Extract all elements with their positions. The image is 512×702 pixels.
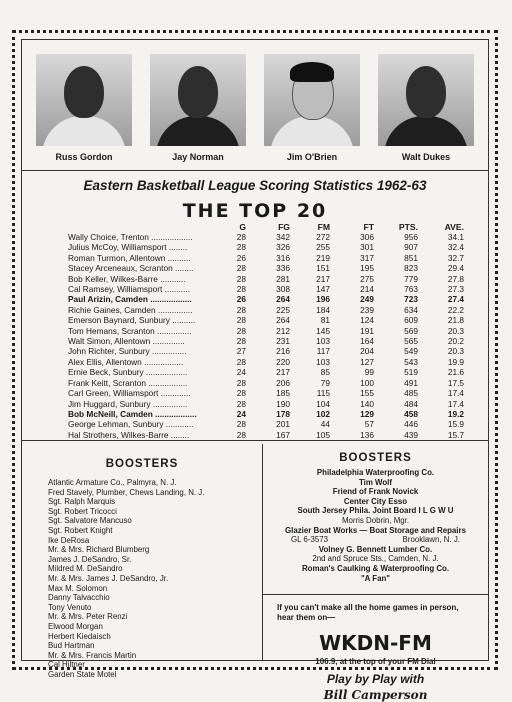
- cell-ave: 21.8: [447, 315, 464, 326]
- cell-fg: 342: [276, 232, 290, 242]
- cell-ft: 195: [360, 263, 374, 274]
- boosters-left: [22, 444, 263, 679]
- cell-name: Carl Green, Williamsport .............: [68, 388, 191, 399]
- list-item: Max M. Solomon: [48, 583, 108, 593]
- cell-pts: 779: [404, 273, 418, 284]
- table-row: [68, 326, 464, 336]
- cell-g: 28: [236, 336, 246, 347]
- table-row: [68, 305, 464, 315]
- cell-ave: 20.2: [447, 336, 464, 347]
- table-row: [68, 284, 464, 294]
- col-ave: AVE.: [444, 222, 464, 232]
- cell-ft: 129: [360, 408, 374, 419]
- cell-g: 24: [236, 408, 246, 419]
- cell-fm: 102: [316, 408, 330, 419]
- cell-pts: 439: [404, 429, 418, 440]
- cell-g: 28: [236, 356, 246, 367]
- radio-text: If you can't make all the home games in person,: [277, 603, 459, 612]
- list-item: Mr. & Mrs. Peter Renzi: [48, 612, 128, 622]
- table-row: [68, 346, 464, 356]
- boosters-sponsors: [263, 468, 488, 583]
- cell-pts: 569: [404, 325, 418, 336]
- cell-ft: 275: [360, 273, 374, 284]
- cell-fm: 103: [316, 336, 330, 347]
- table-row: [68, 357, 464, 367]
- cell-ft: 214: [360, 284, 374, 295]
- table-row: [68, 399, 464, 409]
- table-row: [68, 263, 464, 273]
- cell-pts: 723: [404, 294, 418, 305]
- player-photo: [150, 54, 246, 146]
- table-row: [68, 367, 464, 377]
- cell-fg: 308: [276, 284, 290, 295]
- table-header: [68, 222, 464, 232]
- cell-fm: 117: [316, 346, 330, 357]
- cell-ave: 19.9: [447, 356, 464, 367]
- cell-name: Emerson Baynard, Sunbury ..........: [68, 315, 196, 326]
- cell-ft: 306: [360, 232, 374, 242]
- cell-name: Jim Huggard, Sunbury ...............: [68, 398, 188, 409]
- table-row: [68, 409, 464, 419]
- cell-fg: 336: [276, 263, 290, 274]
- cell-g: 28: [236, 273, 246, 284]
- cell-pts: 485: [404, 388, 418, 399]
- station-name: WKDN-FM: [319, 631, 432, 655]
- cell-fg: 225: [276, 304, 290, 315]
- boosters-heading: BOOSTERS: [339, 452, 412, 464]
- cell-g: 27: [236, 346, 246, 357]
- col-fg: FG: [278, 222, 290, 232]
- cell-fm: 151: [316, 263, 330, 274]
- cell-fm: 147: [316, 284, 330, 295]
- cell-fg: 201: [276, 419, 290, 430]
- cell-ft: 127: [360, 356, 374, 367]
- table-row: [68, 430, 464, 440]
- table-row: [68, 388, 464, 398]
- radio-ad: [263, 594, 488, 702]
- player-photo: [264, 54, 360, 146]
- cell-fm: 115: [316, 388, 330, 399]
- sponsor-line: South Jersey Phila. Joint Board I L G W U: [297, 506, 454, 516]
- cell-g: 28: [236, 377, 246, 388]
- cell-pts: 565: [404, 336, 418, 347]
- list-item: Mildred M. DeSandro: [48, 564, 123, 574]
- table-row: [68, 315, 464, 325]
- cell-g: 28: [236, 398, 246, 409]
- cell-name: Walt Simon, Allentown ..............: [68, 336, 185, 347]
- cell-g: 28: [236, 232, 246, 242]
- cell-fg: 220: [276, 356, 290, 367]
- cell-ave: 19.2: [447, 408, 464, 419]
- divider: [22, 440, 488, 441]
- cell-fg: 326: [276, 242, 290, 253]
- cell-pts: 851: [404, 252, 418, 263]
- cell-ft: 155: [360, 388, 374, 399]
- list-item: Cal Hiltner: [48, 660, 85, 670]
- cell-fm: 81: [320, 315, 330, 326]
- cell-g: 28: [236, 325, 246, 336]
- sponsor-line: Friend of Frank Novick: [332, 487, 419, 497]
- announcer-name: Bill Camperson: [323, 688, 428, 702]
- cell-name: Bob Keller, Wilkes-Barre ...........: [68, 273, 186, 284]
- cell-name: Cal Ramsey, Williamsport ...........: [68, 284, 191, 295]
- cell-fg: 178: [276, 408, 290, 419]
- page-border: [12, 30, 498, 702]
- cell-g: 28: [236, 429, 246, 440]
- cell-ave: 34.1: [447, 232, 464, 242]
- sponsor-line: Philadelphia Waterproofing Co.: [316, 468, 435, 477]
- cell-name: Frank Keitt, Scranton .................: [68, 377, 188, 388]
- cell-pts: 609: [404, 315, 418, 326]
- cell-fm: 196: [316, 294, 330, 305]
- radio-text: hear them on—: [277, 613, 336, 622]
- list-item: Fred Stavely, Plumber, Chews Landing, N. J.: [48, 487, 205, 497]
- photo-caption: Jim O'Brien: [286, 152, 338, 162]
- list-item: Danny Talvacchio: [48, 593, 110, 603]
- cell-g: 28: [236, 388, 246, 399]
- cell-ave: 17.4: [447, 388, 464, 399]
- cell-name: Stacey Arceneaux, Scranton ........: [68, 263, 194, 274]
- photo-caption: Jay Norman: [172, 152, 224, 162]
- divider: [22, 170, 488, 171]
- col-fm: FM: [317, 222, 330, 232]
- cell-pts: 956: [404, 232, 418, 242]
- cell-name: Richie Gaines, Camden ...............: [68, 304, 193, 315]
- cell-g: 28: [236, 315, 246, 326]
- cell-g: 28: [236, 304, 246, 315]
- cell-fg: 264: [276, 315, 290, 326]
- list-item: Herbert Kiedaisch: [48, 631, 111, 641]
- list-item: Mr. & Mrs. Francis Martin: [48, 650, 137, 660]
- cell-ft: 136: [360, 429, 374, 440]
- sponsor-line: [263, 535, 488, 545]
- list-item: Mr. & Mrs. Richard Blumberg: [48, 545, 150, 555]
- list-item: Sgt. Salvatore Mancuso: [48, 516, 132, 526]
- cell-fm: 255: [316, 242, 330, 253]
- cell-ft: 57: [364, 419, 374, 430]
- cell-fm: 79: [320, 377, 330, 388]
- cell-fm: 184: [316, 304, 330, 315]
- cell-ave: 22.2: [447, 304, 464, 315]
- cell-ave: 32.4: [447, 242, 464, 253]
- table-row: [68, 336, 464, 346]
- cell-name: Alex Ellis, Allentown .................: [68, 356, 184, 367]
- cell-fm: 272: [316, 232, 330, 242]
- sponsor-line: Volney G. Bennett Lumber Co.: [318, 544, 433, 554]
- content-frame: [21, 39, 489, 702]
- cell-ave: 32.7: [447, 252, 464, 263]
- cell-ft: 239: [360, 304, 374, 315]
- cell-g: 26: [236, 252, 246, 263]
- list-item: Garden State Motel: [48, 669, 117, 679]
- cell-ft: 249: [360, 294, 374, 305]
- cell-ave: 27.3: [447, 284, 464, 295]
- boosters-heading: BOOSTERS: [105, 458, 179, 470]
- cell-fm: 105: [316, 429, 330, 440]
- cell-ave: 29.4: [447, 263, 464, 274]
- cell-fg: 167: [276, 429, 290, 440]
- sponsor-phone: GL 6-3573: [291, 535, 328, 545]
- cell-pts: 543: [404, 356, 418, 367]
- cell-fg: 185: [276, 388, 290, 399]
- cell-pts: 484: [404, 398, 418, 409]
- list-item: Atlantic Armature Co., Palmyra, N. J.: [48, 478, 177, 487]
- cell-name: Ernie Beck, Sunbury ..................: [68, 367, 188, 378]
- sponsor-line: Center City Esso: [343, 496, 408, 506]
- cell-ave: 17.5: [447, 377, 464, 388]
- table-row: [68, 419, 464, 429]
- cell-g: 28: [236, 242, 246, 253]
- cell-g: 28: [236, 419, 246, 430]
- cell-name: Paul Arizin, Camden ..................: [68, 294, 192, 305]
- scoring-table: [68, 222, 464, 440]
- cell-fg: 231: [276, 336, 290, 347]
- cell-pts: 446: [404, 419, 418, 430]
- boosters-section: [22, 444, 488, 702]
- table-row: [68, 274, 464, 284]
- photo-russ-gordon: [36, 54, 132, 166]
- cell-ft: 301: [360, 242, 374, 253]
- cell-fg: 264: [276, 294, 290, 305]
- page-title: Eastern Basketball League Scoring Statistics 1962-63: [83, 178, 427, 193]
- cell-name: Roman Turmon, Allentown ..........: [68, 252, 191, 263]
- cell-ft: 317: [360, 252, 374, 263]
- cell-pts: 458: [404, 408, 418, 419]
- cell-name: Julius McCoy, Williamsport ........: [68, 242, 188, 253]
- cell-fg: 217: [276, 367, 290, 378]
- section-title: THE TOP 20: [182, 200, 328, 222]
- list-item: Tony Venuto: [48, 602, 92, 612]
- photo-caption: Russ Gordon: [55, 152, 113, 162]
- boosters-list: [48, 478, 262, 679]
- play-by-play: Play by Play with: [326, 672, 425, 686]
- player-photos: [36, 54, 474, 166]
- cell-g: 26: [236, 294, 246, 305]
- cell-ft: 124: [360, 315, 374, 326]
- cell-fg: 281: [276, 273, 290, 284]
- list-item: Sgt. Robert Knight: [48, 525, 113, 535]
- cell-pts: 634: [404, 304, 418, 315]
- cell-fm: 217: [316, 273, 330, 284]
- sponsor-line: Tim Wolf: [358, 477, 393, 487]
- sponsor-line: 2nd and Spruce Sts., Camden, N. J.: [312, 554, 439, 564]
- sponsor-line: "A Fan": [360, 573, 391, 583]
- cell-ave: 27.4: [447, 294, 464, 305]
- list-item: Elwood Morgan: [48, 621, 103, 631]
- list-item: James J. DeSandro, Sr.: [48, 554, 132, 564]
- sponsor-line: Glazier Boat Works — Boat Storage and Repairs: [285, 525, 466, 535]
- cell-ave: 15.9: [447, 419, 464, 430]
- cell-fg: 316: [276, 252, 290, 263]
- list-item: Sgt. Ralph Marquis: [48, 497, 116, 507]
- cell-name: Hal Strothers, Wilkes-Barre ........: [68, 429, 190, 440]
- cell-name: George Lehman, Sunbury ............: [68, 419, 194, 430]
- photo-caption: Walt Dukes: [401, 152, 451, 162]
- list-item: Sgt. Robert Tricocci: [48, 506, 117, 516]
- cell-pts: 823: [404, 263, 418, 274]
- cell-ft: 100: [360, 377, 374, 388]
- sponsor-line: Roman's Caulking & Waterproofing Co.: [301, 563, 450, 573]
- cell-g: 24: [236, 367, 246, 378]
- cell-pts: 519: [404, 367, 418, 378]
- list-item: Bud Hartman: [48, 641, 95, 651]
- cell-fm: 44: [320, 419, 330, 430]
- cell-fm: 145: [316, 325, 330, 336]
- cell-ft: 204: [360, 346, 374, 357]
- list-item: Ike DeRosa: [48, 535, 90, 545]
- cell-name: Wally Choice, Trenton ..................: [68, 232, 193, 242]
- cell-ft: 99: [364, 367, 374, 378]
- col-g: G: [239, 222, 246, 232]
- table-row: [68, 253, 464, 263]
- station-frequency: 106.9, at the top of your FM Dial: [315, 657, 436, 666]
- cell-name: John Richter, Sunbury ...............: [68, 346, 187, 357]
- cell-pts: 549: [404, 346, 418, 357]
- table-row: [68, 242, 464, 252]
- list-item: Mr. & Mrs. James J. DeSandro, Jr.: [48, 573, 169, 583]
- cell-fm: 85: [320, 367, 330, 378]
- cell-ave: 27.8: [447, 273, 464, 284]
- cell-ft: 164: [360, 336, 374, 347]
- cell-g: 28: [236, 263, 246, 274]
- photo-jay-norman: [150, 54, 246, 166]
- cell-ave: 17.4: [447, 398, 464, 409]
- cell-fg: 190: [276, 398, 290, 409]
- cell-fg: 206: [276, 377, 290, 388]
- cell-fm: 103: [316, 356, 330, 367]
- sponsor-town: Brooklawn, N. J.: [402, 535, 460, 545]
- cell-ave: 20.3: [447, 346, 464, 357]
- cell-pts: 907: [404, 242, 418, 253]
- cell-ft: 191: [360, 325, 374, 336]
- photo-walt-dukes: [378, 54, 474, 166]
- player-photo: [36, 54, 132, 146]
- cell-fm: 104: [316, 398, 330, 409]
- cell-name: Tom Hemans, Scranton ...............: [68, 325, 192, 336]
- photo-jim-obrien: [264, 54, 360, 166]
- table-row: [68, 378, 464, 388]
- cell-ave: 20.3: [447, 325, 464, 336]
- player-photo: [378, 54, 474, 146]
- cell-ave: 21.6: [447, 367, 464, 378]
- cell-g: 28: [236, 284, 246, 295]
- cell-fg: 216: [276, 346, 290, 357]
- cell-name: Bob McNeill, Camden ..................: [68, 408, 197, 419]
- table-row: [68, 232, 464, 242]
- col-ft: FT: [363, 222, 374, 232]
- cell-pts: 491: [404, 377, 418, 388]
- boosters-right: [263, 444, 488, 702]
- table-row: [68, 294, 464, 304]
- cell-fm: 219: [316, 252, 330, 263]
- cell-fg: 212: [276, 325, 290, 336]
- col-pts: PTS.: [398, 222, 418, 232]
- sponsor-line: Morris Dobrin, Mgr.: [341, 515, 410, 525]
- cell-ave: 15.7: [447, 429, 464, 440]
- cell-ft: 140: [360, 398, 374, 409]
- cell-pts: 763: [404, 284, 418, 295]
